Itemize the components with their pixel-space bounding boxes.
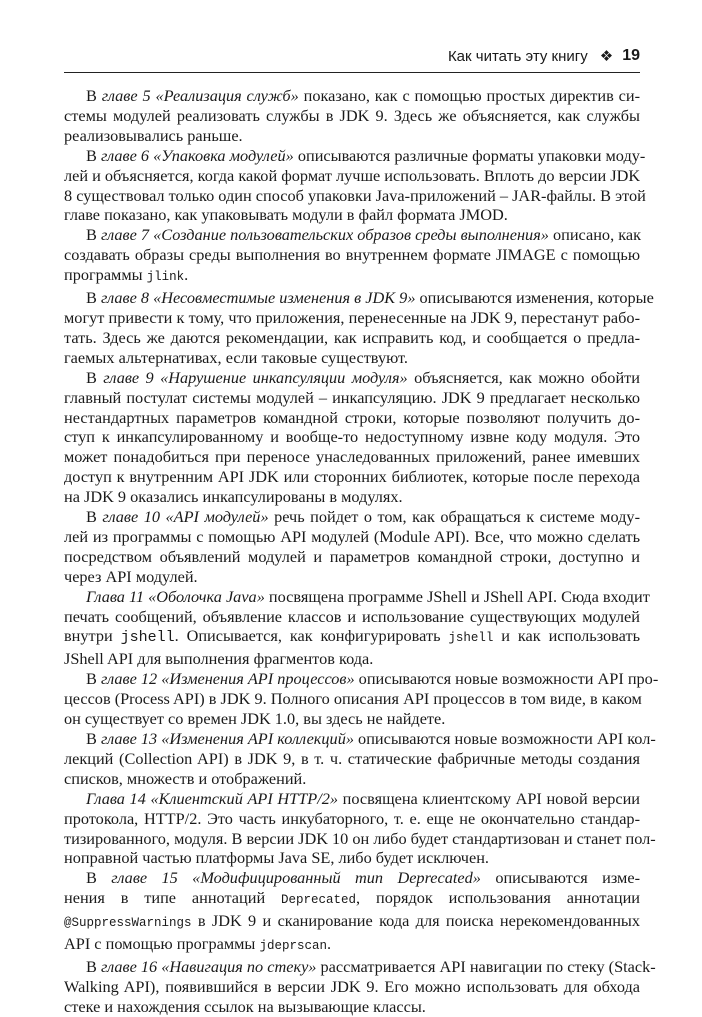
paragraph [64, 225, 640, 288]
code-token: Deprecated [281, 893, 357, 908]
text-line [64, 977, 640, 997]
running-header-title: Как читать эту книгу [447, 47, 588, 65]
paragraph [64, 507, 640, 587]
text-run: списков, множеств и отображений. [64, 768, 307, 788]
text-line [64, 669, 659, 689]
text-line [64, 527, 640, 547]
code-token: @SuppressWarnings [64, 916, 192, 931]
text-line [64, 225, 640, 245]
text-line [64, 607, 640, 627]
paragraph [64, 368, 640, 507]
text-run: JShell API для выполнения фрагментов кода. [64, 649, 374, 669]
code-token: jdeprscan [259, 939, 327, 954]
text-line [64, 487, 640, 507]
page-number: 19 [622, 47, 640, 64]
text-run: , порядок использования аннотации [356, 888, 640, 908]
text-run: В [86, 729, 101, 748]
text-line [64, 848, 640, 868]
text-line [64, 388, 640, 408]
code-token: jshell [448, 631, 494, 646]
text-run: Walking API), появившийся в версии JDK 9. Его можно использовать для обхода [64, 976, 640, 996]
text-line [64, 245, 640, 265]
text-run: речь пойдет о том, как обращаться к системе моду- [268, 507, 640, 527]
text-line [64, 328, 640, 348]
text-run: стемы модулей реализовать службы в JDK 9. Здесь же объясняется, как службы [64, 105, 640, 125]
chapter-reference: главе 6 «Упаковка модулей» [100, 145, 294, 165]
text-run: тизированного, модуля. В версии JDK 10 он либо будет стандартизован и станет пол- [64, 828, 656, 848]
text-run: протокола, HTTP/2. Это часть инкубаторного, т. е. еще не окончательно стандар- [64, 808, 640, 828]
text-line [64, 956, 656, 977]
text-run: В [86, 367, 104, 387]
text-run: В [86, 145, 101, 165]
text-line [64, 769, 640, 789]
ornament-icon: ❖ [599, 48, 614, 65]
text-run: В [86, 507, 103, 527]
text-run: тать. Здесь же даются рекомендации, как исправить код, и сообщается о предла- [64, 327, 640, 347]
chapter-reference: Глава 11 «Оболочка Java» [86, 586, 265, 606]
text-line [64, 408, 640, 428]
text-line [64, 467, 640, 487]
paragraph [64, 788, 656, 869]
text-line [64, 288, 654, 308]
text-run: на JDK 9 оказались инкапсулированы в модулях. [64, 487, 403, 507]
text-run: . [184, 265, 189, 285]
text-run: . Описывается, как конфигурировать [174, 626, 449, 646]
text-run: посвящена клиентскому API новой версии [338, 788, 640, 808]
text-line [64, 308, 640, 328]
text-line [64, 911, 640, 934]
text-line [64, 689, 640, 709]
chapter-reference: главе 16 «Навигация по стеку» [100, 956, 317, 976]
text-line [64, 205, 640, 225]
text-line [64, 934, 640, 957]
text-run: описываются новые возможности API про- [354, 669, 659, 689]
text-run: объясняется, как можно обойти [407, 367, 640, 387]
text-run: программы [64, 265, 147, 285]
text-run: ноправной частью платформы Java SE, либо будет исключен. [64, 848, 489, 868]
text-line [64, 185, 646, 206]
text-line [64, 126, 640, 146]
text-run: нестандартных параметров командной строки, которые позволяют получить до- [64, 407, 640, 427]
text-line [64, 749, 640, 769]
paragraph [64, 868, 640, 957]
chapter-reference: главе 15 «Модифицированный тип Deprecated» [111, 868, 481, 888]
text-run: в JDK 9 и сканирование кода для поиска нерекомендованных [191, 911, 640, 931]
text-run: В [86, 288, 101, 308]
text-run: через API модулей. [64, 566, 198, 586]
chapter-reference: главе 10 «API модулей» [102, 507, 269, 527]
running-header [64, 43, 640, 69]
text-run: описано, как [548, 225, 642, 245]
body-text [64, 86, 659, 1017]
text-run: В [86, 86, 102, 105]
paragraph [64, 86, 640, 146]
text-line [64, 809, 640, 829]
text-run: 8 существовал только один способ упаковки Java-приложений – JAR-файлы. В этой [64, 185, 646, 205]
text-line [64, 86, 640, 106]
text-run: он существует со времен JDK 1.0, вы здесь не найдете. [64, 709, 446, 729]
text-run: ступ к инкапсулированному и вообще-то недоступному извне коду модуля. Это [64, 427, 640, 447]
text-run: API с помощью программы [64, 934, 260, 954]
paragraph [64, 956, 656, 1017]
text-line [64, 427, 640, 447]
text-run: описываются изме- [480, 868, 640, 888]
text-line [64, 265, 640, 288]
text-line [64, 348, 640, 368]
chapter-reference: главе 8 «Несовместимые изменения в JDK 9» [100, 288, 416, 308]
code-token: jlink [146, 270, 185, 285]
text-line [64, 507, 640, 527]
chapter-reference: главе 7 «Создание пользовательских образов среды выполнения» [100, 225, 549, 245]
text-run: цессов (Process API) в JDK 9. Полного описания API процессов в том виде, в каком [64, 689, 642, 709]
paragraph [64, 586, 650, 670]
text-run: В [86, 669, 101, 689]
chapter-reference: Глава 14 «Клиентский API HTTP/2» [86, 788, 339, 808]
text-run: В [86, 225, 101, 245]
text-run: может понадобиться при переносе унаследованных приложений, ранее имевших [64, 447, 640, 467]
text-line [64, 368, 640, 388]
text-run: главе показано, как упаковывать модули в файл формата JMOD. [64, 205, 508, 225]
text-line [64, 868, 640, 888]
text-line [64, 709, 640, 729]
text-run: доступ к внутренним API JDK или сторонних библиотек, которые после перехода [64, 467, 640, 487]
paragraph [64, 288, 654, 368]
text-run: лей и объясняется, когда какой формат лучше использовать. Вплоть до версии JDK [64, 165, 641, 185]
text-line [64, 567, 640, 587]
paragraph [64, 729, 656, 789]
text-run: описываются изменения, которые [415, 288, 654, 308]
text-run: посредством объявлений модулей и параметров командной строки, доступно и [64, 546, 640, 566]
text-run: нения в типе аннотаций [64, 888, 282, 908]
text-line [64, 447, 640, 467]
text-run: главный постулат системы модулей – инкапсуляцию. JDK 9 предлагает несколько [64, 387, 640, 407]
text-run: В [86, 956, 101, 976]
text-line [64, 145, 646, 166]
text-run: и как использовать [493, 626, 641, 646]
chapter-reference: главе 13 «Изменения API коллекций» [100, 729, 354, 748]
text-run: В [86, 868, 112, 888]
text-line [64, 828, 656, 849]
text-line [64, 166, 640, 186]
text-run: описываются новые возможности API кол- [353, 729, 656, 748]
text-run: гаемых альтернативах, если таковые существуют. [64, 347, 408, 367]
text-line [64, 626, 640, 649]
chapter-reference: главе 5 «Реализация служб» [101, 86, 299, 105]
text-line [64, 729, 656, 749]
text-line [64, 547, 640, 567]
text-run: внутри [64, 626, 121, 646]
text-line [64, 649, 640, 669]
text-line [64, 586, 650, 607]
text-line [64, 888, 640, 911]
chapter-reference: главе 9 «Нарушение инкапсуляции модуля» [103, 367, 408, 387]
text-run: печать сообщений, объявление классов и использование существующих модулей [64, 606, 640, 626]
header-rule [64, 72, 640, 73]
text-run: посвящена программе JShell и JShell API. Сюда входит [264, 586, 650, 606]
text-run: создавать образы среды выполнения во внутреннем формате JIMAGE с помощью [64, 245, 640, 265]
text-run: лей из программы с помощью API модулей (Module API). Все, что можно сделать [64, 526, 640, 546]
text-run: описываются различные форматы упаковки моду- [293, 145, 646, 165]
text-run: рассматривается API навигации по стеку (Stack- [316, 956, 656, 976]
text-run: могут привести к тому, что приложения, перенесенные на JDK 9, перестанут рабо- [64, 307, 640, 327]
code-token: jshell [120, 629, 175, 647]
text-run: показано, как с помощью простых директив си- [298, 86, 640, 105]
paragraph [64, 669, 659, 729]
text-run: реализовывались раньше. [64, 125, 243, 145]
text-run: . [326, 934, 332, 954]
text-line [64, 789, 640, 809]
text-run: стеке и нахождения ссылок на вызывающие классы. [64, 996, 426, 1016]
paragraph [64, 145, 646, 226]
chapter-reference: главе 12 «Изменения API процессов» [100, 669, 355, 689]
text-line [64, 106, 640, 126]
text-run: лекций (Collection API) в JDK 9, в т. ч. статические фабричные методы создания [64, 748, 640, 768]
